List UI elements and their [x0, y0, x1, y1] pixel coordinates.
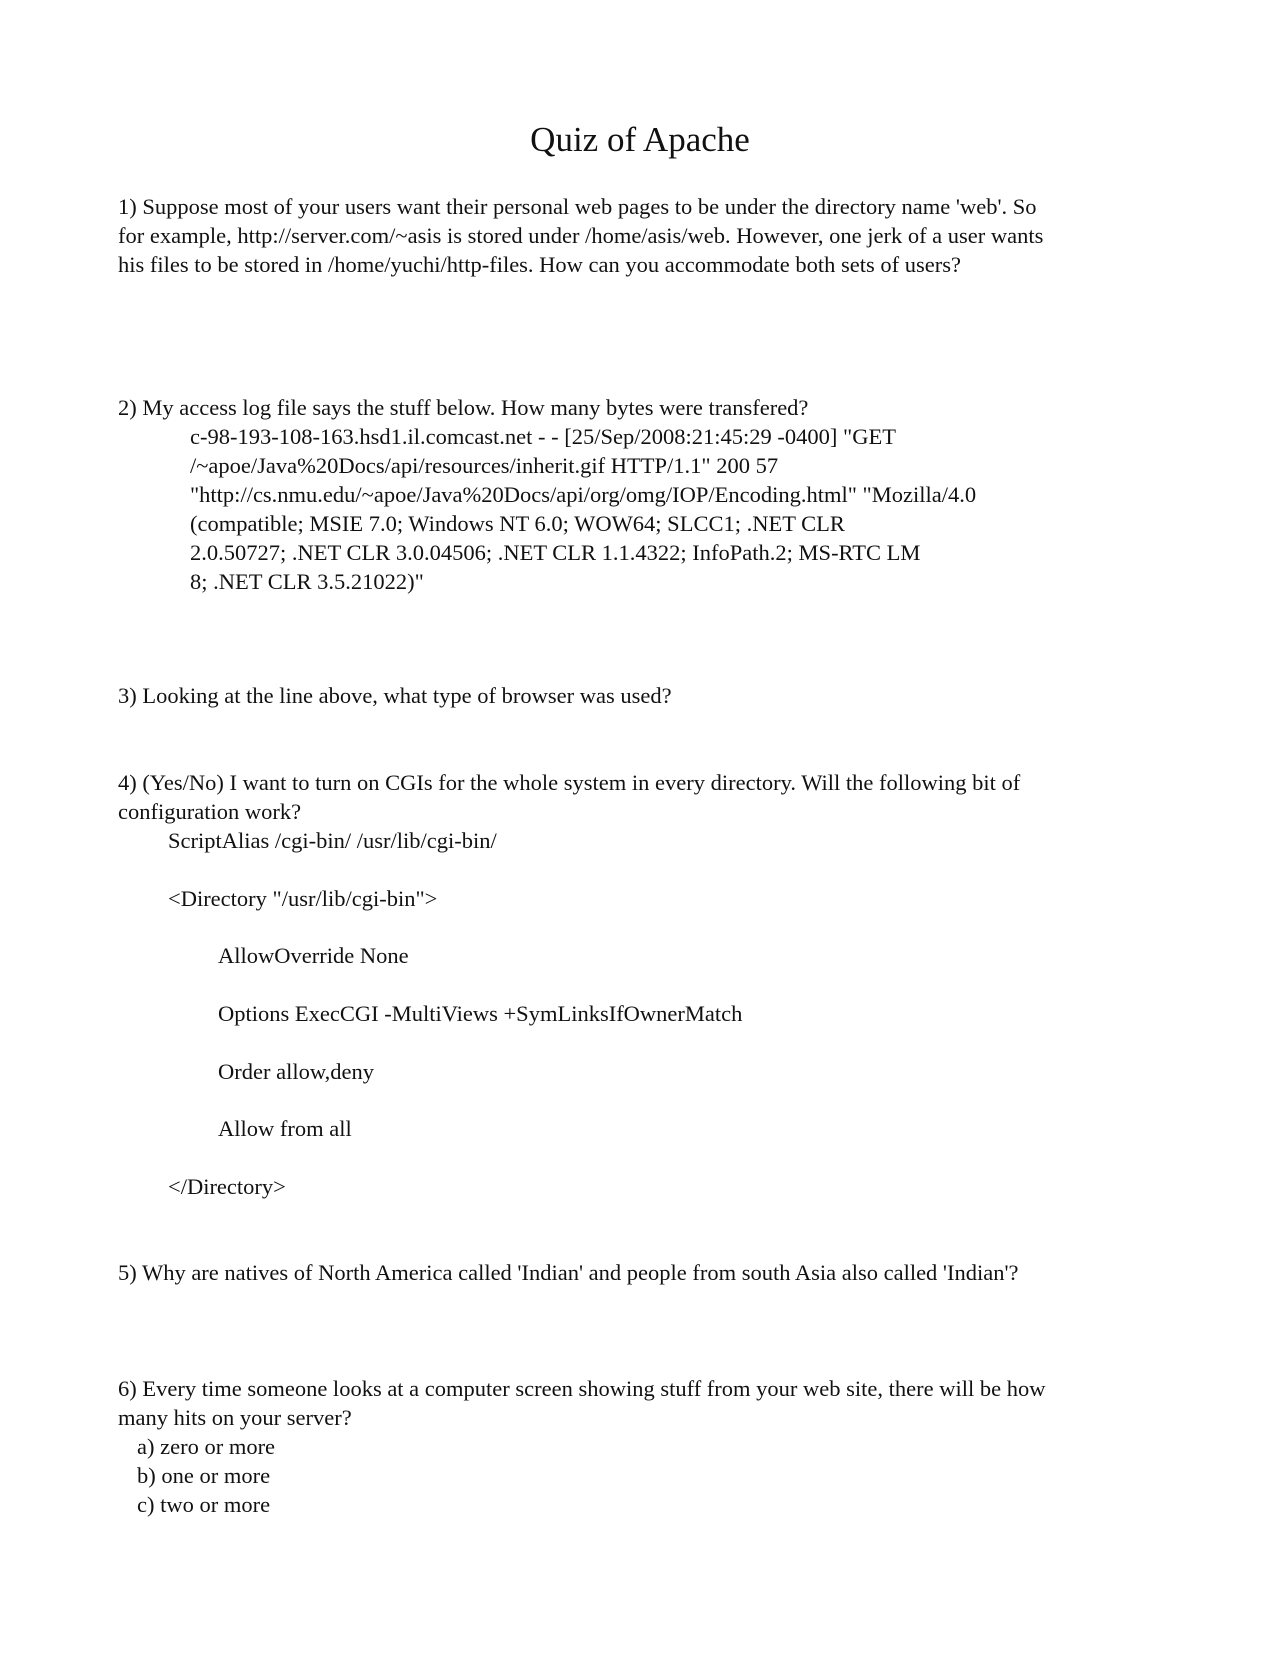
question-1-line: 1) Suppose most of your users want their personal web pages to be under the directory name 'web'. So — [118, 194, 1037, 219]
question-4-line: 4) (Yes/No) I want to turn on CGIs for the whole system in every directory. Will the following bit of — [118, 770, 1021, 795]
log-line: 8; .NET CLR 3.5.21022)" — [190, 569, 424, 594]
log-line: /~apoe/Java%20Docs/api/resources/inherit.gif HTTP/1.1" 200 57 — [190, 453, 779, 478]
config-script-alias: ScriptAlias /cgi-bin/ /usr/lib/cgi-bin/ — [168, 828, 497, 853]
log-line: c-98-193-108-163.hsd1.il.comcast.net - - [25/Sep/2008:21:45:29 -0400] "GET — [190, 424, 896, 449]
config-directory-close: </Directory> — [168, 1174, 286, 1199]
question-6-line: 6) Every time someone looks at a computer screen showing stuff from your web site, there will be how — [118, 1376, 1046, 1401]
question-1-line: his files to be stored in /home/yuchi/http-files. How can you accommodate both sets of users? — [118, 252, 961, 277]
question-2 — [118, 393, 1178, 422]
config-directory-open: <Directory "/usr/lib/cgi-bin"> — [168, 886, 438, 911]
access-log-entry — [190, 422, 1150, 596]
page-title: Quiz of Apache — [530, 120, 750, 159]
log-line: (compatible; MSIE 7.0; Windows NT 6.0; WOW64; SLCC1; .NET CLR — [190, 511, 845, 536]
question-4-line: configuration work? — [118, 799, 302, 824]
question-1-line: for example, http://server.com/~asis is stored under /home/asis/web. However, one jerk of a user wants — [118, 223, 1044, 248]
log-line: "http://cs.nmu.edu/~apoe/Java%20Docs/api/org/omg/IOP/Encoding.html" "Mozilla/4.0 — [190, 482, 977, 507]
question-5-text: 5) Why are natives of North America called 'Indian' and people from south Asia also called 'Indian'? — [118, 1260, 1019, 1285]
question-1 — [118, 192, 1178, 279]
config-allow-override: AllowOverride None — [218, 943, 409, 968]
config-options: Options ExecCGI -MultiViews +SymLinksIfOwnerMatch — [218, 1001, 743, 1026]
question-5 — [118, 1258, 1178, 1287]
answer-option-a: a) zero or more — [137, 1434, 276, 1459]
question-4 — [118, 768, 1178, 826]
config-allow: Allow from all — [218, 1116, 352, 1141]
question-3 — [118, 681, 1178, 710]
config-order: Order allow,deny — [218, 1059, 374, 1084]
answer-option-c: c) two or more — [137, 1492, 271, 1517]
answer-option-b: b) one or more — [137, 1463, 271, 1488]
question-6-line: many hits on your server? — [118, 1405, 352, 1430]
log-line: 2.0.50727; .NET CLR 3.0.04506; .NET CLR 1.1.4322; InfoPath.2; MS-RTC LM — [190, 540, 921, 565]
question-6 — [118, 1374, 1178, 1432]
question-3-text: 3) Looking at the line above, what type of browser was used? — [118, 683, 672, 708]
question-2-text: 2) My access log file says the stuff below. How many bytes were transfered? — [118, 395, 809, 420]
